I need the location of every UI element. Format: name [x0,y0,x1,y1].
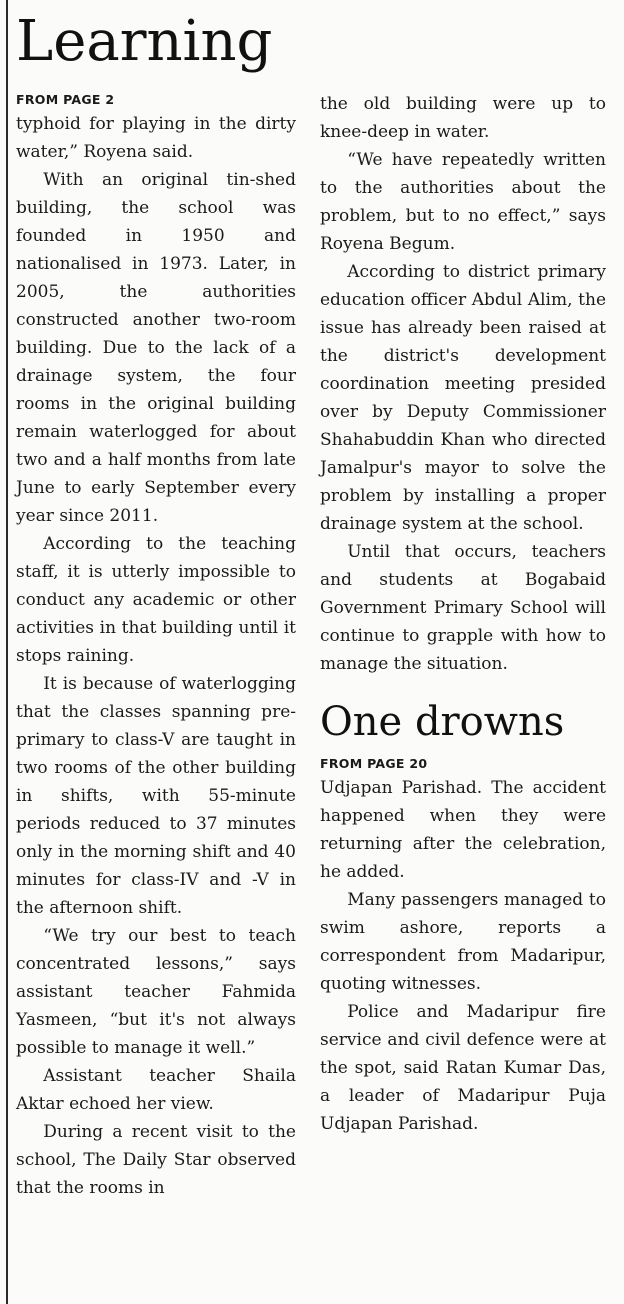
article-headline: Learning [16,9,273,74]
paragraph: According to district primary education officer Abdul Alim, the issue has already been raised at the district's development coordination meeting presided over by Deputy Commissioner Shahabuddin Khan who directed Jamalpur's mayor to solve the problem by installing a proper drainage system at the school. [320,262,606,534]
paragraph: the old building were up to knee-deep in water. [320,94,606,142]
paragraph: Police and Madaripur fire service and civil defence were at the spot, said Ratan Kumar Das, a leader of Madaripur Puja Udjapan Parishad. [320,1002,606,1134]
paragraph: Many passengers managed to swim ashore, reports a correspondent from Madaripur, quoting witnesses. [320,890,606,994]
paragraph: “We have repeatedly written to the authorities about the problem, but to no effect,” says Royena Begum. [320,150,606,254]
paragraph: Assistant teacher Shaila Aktar echoed her view. [16,1066,296,1114]
second-article-headline: One drowns [320,699,565,745]
from-page-label: FROM PAGE 2 [16,92,115,107]
paragraph: It is because of waterlogging that the classes spanning pre-primary to class-V are taught in two rooms of the other building in shifts, with 55-minute periods reduced to 37 minutes only in the morning shift and 40 minutes for class-IV and -V in the afternoon shift. [16,674,296,918]
paragraph: With an original tin-shed building, the school was founded in 1950 and nationalised in 1973. Later, in 2005, the authorities constructed another two-room building. Due to the lack of a drainage system, the four rooms in the original building remain waterlogged for about two and a half months from late June to early September every year since 2011. [16,170,296,526]
right-column [320,90,606,1138]
paragraph: According to the teaching staff, it is utterly impossible to conduct any academic or other activities in that building until it stops raining. [16,534,296,666]
column-rule [6,0,8,1304]
paragraph: typhoid for playing in the dirty water,” Royena said. [16,114,296,162]
paragraph: Until that occurs, teachers and students at Bogabaid Government Primary School will continue to grapple with how to manage the situation. [320,542,606,674]
paragraph: During a recent visit to the school, The Daily Star observed that the rooms in [16,1122,296,1198]
paragraph: “We try our best to teach concentrated lessons,” says assistant teacher Fahmida Yasmeen, “but it's not always possible to manage it well.” [16,926,296,1058]
paragraph: Udjapan Parishad. The accident happened when they were returning after the celebration, he added. [320,778,606,882]
left-column [16,90,296,1202]
from-page-label: FROM PAGE 20 [320,756,428,771]
